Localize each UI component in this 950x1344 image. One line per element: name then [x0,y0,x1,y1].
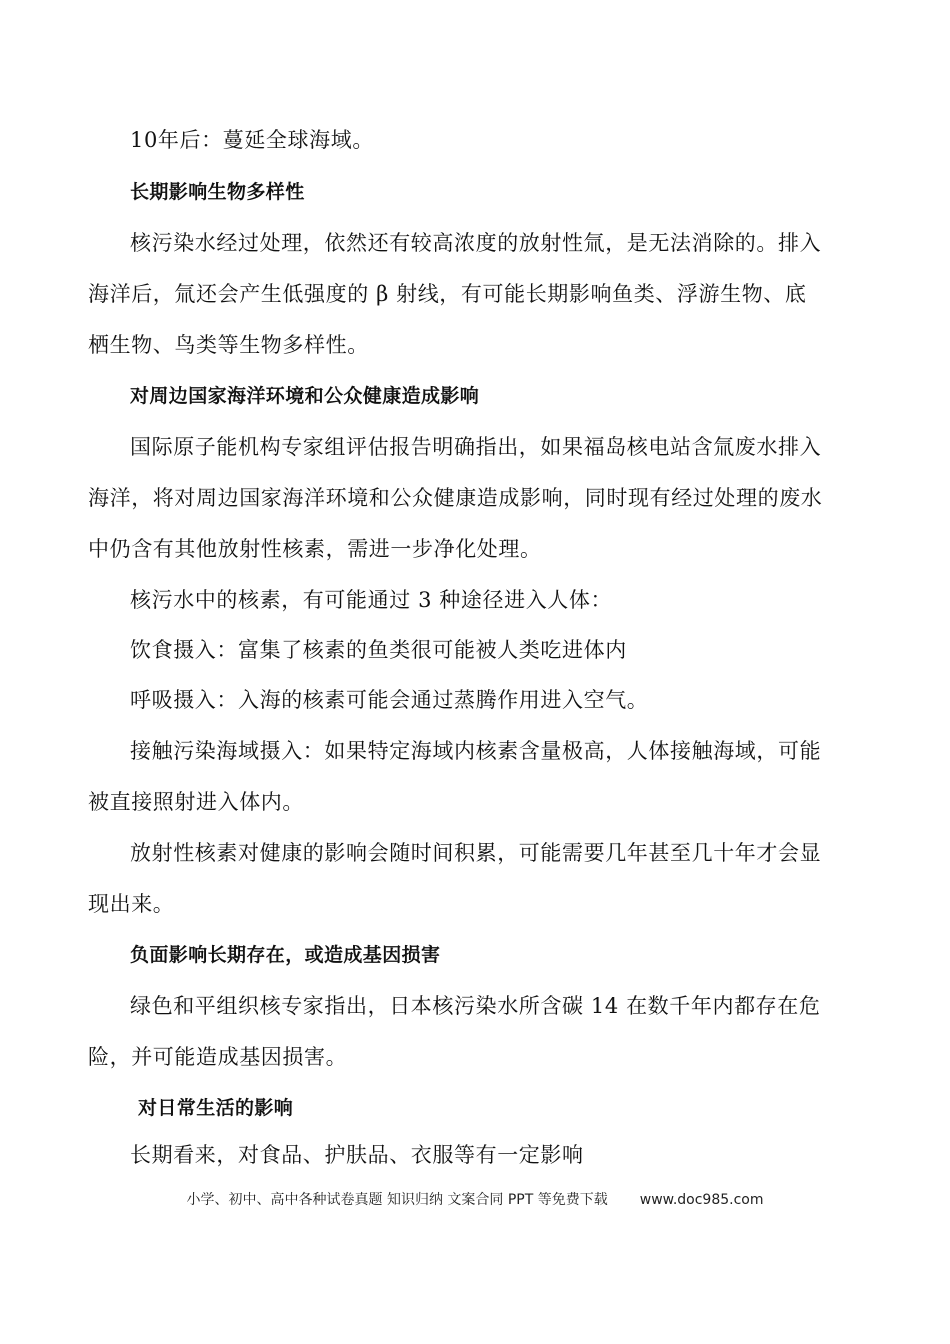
footer-url[interactable]: www.doc985.com [639,1192,764,1208]
section-heading: 对周边国家海洋环境和公众健康造成影响 [130,385,480,407]
paragraph-line: 国际原子能机构专家组评估报告明确指出，如果福岛核电站含氚废水排入 [130,435,822,459]
paragraph-line: 饮食摄入：富集了核素的鱼类很可能被人类吃进体内 [130,638,627,662]
paragraph-line: 核污染水经过处理，依然还有较高浓度的放射性氚，是无法消除的。排入 [130,231,822,255]
paragraph-line: 呼吸摄入：入海的核素可能会通过蒸腾作用进入空气。 [130,688,649,712]
paragraph-line: 中仍含有其他放射性核素，需进一步净化处理。 [88,537,542,561]
footer-text: 小学、初中、高中各种试卷真题 知识归纳 文案合同 PPT 等免费下载 [186,1192,608,1208]
paragraph-line: 长期看来，对食品、护肤品、衣服等有一定影响 [130,1143,584,1167]
paragraph-line: 海洋，将对周边国家海洋环境和公众健康造成影响，同时现有经过处理的废水 [88,486,823,510]
paragraph-line: 海洋后，氚还会产生低强度的 β 射线，有可能长期影响鱼类、浮游生物、底 [88,282,807,306]
paragraph-line: 被直接照射进入体内。 [88,790,304,814]
paragraph-line: 栖生物、鸟类等生物多样性。 [88,333,369,357]
paragraph-line: 现出来。 [88,892,175,916]
paragraph-line: 接触污染海域摄入：如果特定海域内核素含量极高，人体接触海域，可能 [130,739,822,763]
section-heading: 负面影响长期存在，或造成基因损害 [130,944,441,966]
paragraph-line: 绿色和平组织核专家指出，日本核污染水所含碳 14 在数千年内都存在危 [130,994,821,1018]
paragraph-line: 核污水中的核素，有可能通过 3 种途径进入人体： [130,588,613,612]
paragraph-line: 险，并可能造成基因损害。 [88,1045,348,1069]
page-footer [0,1190,950,1210]
paragraph-line: 10年后：蔓延全球海域。 [130,128,374,152]
paragraph-line: 放射性核素对健康的影响会随时间积累，可能需要几年甚至几十年才会显 [130,841,822,865]
section-heading: 对日常生活的影响 [138,1097,294,1119]
section-heading: 长期影响生物多样性 [130,181,305,203]
